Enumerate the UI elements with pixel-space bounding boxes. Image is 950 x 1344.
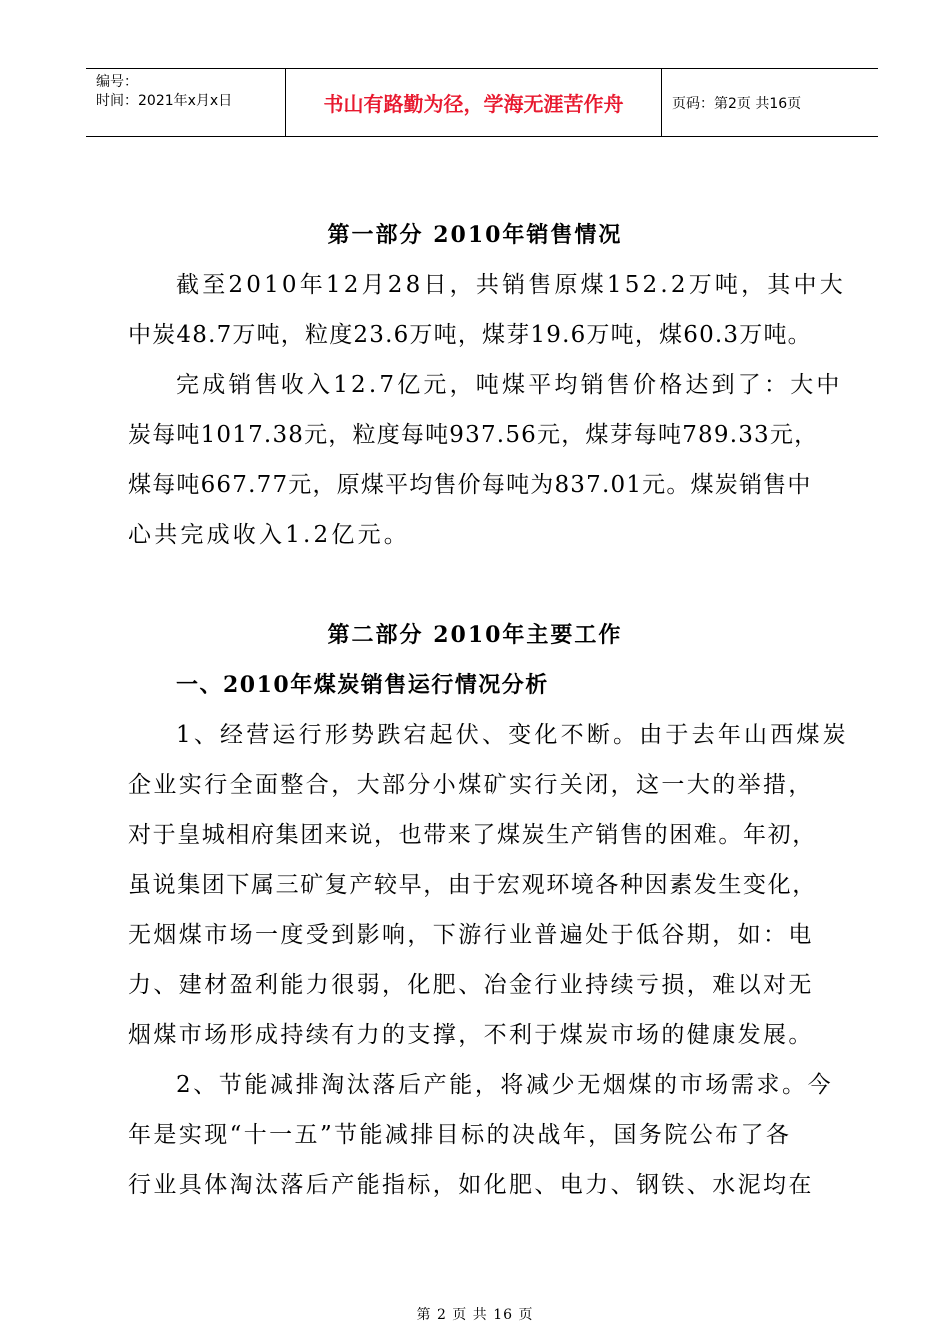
paragraph-line: 对于皇城相府集团来说，也带来了煤炭生产销售的困难。年初， — [128, 822, 817, 848]
part2-subheading: 一、2010年煤炭销售运行情况分析 — [176, 672, 549, 698]
part2-heading: 第二部分 2010年主要工作 — [327, 622, 623, 648]
header-meta — [86, 69, 286, 136]
paragraph-line: 烟煤市场形成持续有力的支撑，不利于煤炭市场的健康发展。 — [128, 1022, 814, 1048]
page-footer: 第 2 页 共 16 页 — [416, 1307, 534, 1323]
paragraph-line: 炭每吨1017.38元，粒度每吨937.56元，煤芽每吨789.33元， — [128, 422, 819, 448]
page-header — [86, 68, 878, 137]
part1-heading: 第一部分 2010年销售情况 — [327, 222, 623, 248]
paragraph-line: 截至2010年12月28日，共销售原煤152.2万吨，其中大 — [176, 272, 846, 298]
header-time-label: 时间：2021年x月x日 — [96, 93, 233, 109]
paragraph-line: 完成销售收入12.7亿元，吨煤平均销售价格达到了：大中 — [176, 372, 843, 398]
paragraph-line: 心共完成收入1.2亿元。 — [128, 522, 410, 548]
paragraph-line: 中炭48.7万吨，粒度23.6万吨，煤芽19.6万吨，煤60.3万吨。 — [128, 322, 812, 348]
header-number-label: 编号： — [96, 74, 138, 90]
paragraph-line: 煤每吨667.77元，原煤平均售价每吨为837.01元。煤炭销售中 — [128, 472, 812, 498]
paragraph-line: 年是实现“十一五”节能减排目标的决战年，国务院公布了各 — [128, 1122, 792, 1148]
paragraph-line: 行业具体淘汰落后产能指标，如化肥、电力、钢铁、水泥均在 — [128, 1172, 814, 1198]
paragraph-line: 力、建材盈利能力很弱，化肥、冶金行业持续亏损，难以对无 — [128, 972, 814, 998]
paragraph-line: 1、经营运行形势跌宕起伏、变化不断。由于去年山西煤炭 — [176, 722, 849, 748]
paragraph-line: 虽说集团下属三矿复产较早，由于宏观环境各种因素发生变化， — [128, 872, 817, 898]
header-page-info: 页码：第2页 共16页 — [672, 95, 802, 112]
header-motto: 书山有路勤为径，学海无涯苦作舟 — [286, 69, 662, 136]
paragraph-line: 无烟煤市场一度受到影响，下游行业普遍处于低谷期，如：电 — [128, 922, 814, 948]
paragraph-line: 企业实行全面整合，大部分小煤矿实行关闭，这一大的举措， — [128, 772, 814, 798]
paragraph-line: 2、节能减排淘汰落后产能，将减少无烟煤的市场需求。今 — [176, 1072, 834, 1098]
